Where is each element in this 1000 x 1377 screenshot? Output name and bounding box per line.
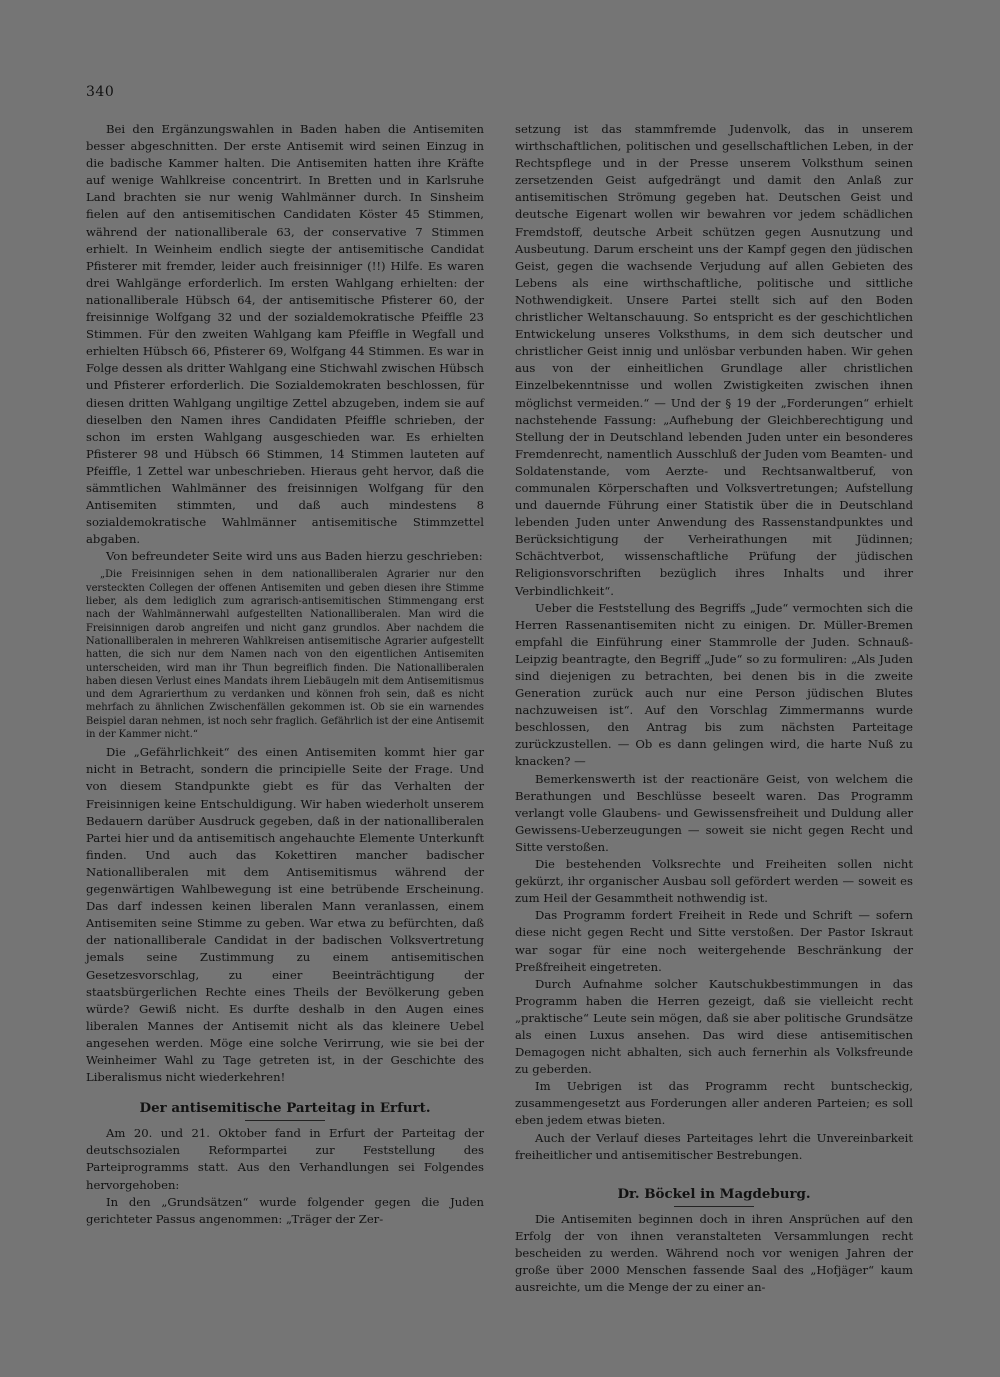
left-column	[86, 121, 484, 1228]
paragraph-baden-elections: Bei den Ergänzungswahlen in Baden haben die Antisemiten besser abgeschnitten. Der erste Antisemit wird seinen Einzug in die badische Kammer halten. Die Antisemiten hatten ihre Kräfte auf wenige Wahlkreise concentrirt. In Bretten und in Karlsruhe Land brachten sie nur wenig Wahlmänner durch. In Sinsheim fielen auf den antisemitischen Candidaten Köster 45 Stimmen, während der nationalliberale 63, der conservative 7 Stimmen erhielt. In Weinheim endlich siegte der antisemitische Candidat Pfisterer mit fremder, leider auch freisinniger (!!) Hilfe. Es waren drei Wahlgänge erforderlich. Im ersten Wahlgang erhielten: der nationalliberale Hübsch 64, der antisemitische Pfisterer 60, der freisinnige Wolfgang 32 und der sozialdemokratische Pfeiffle 23 Stimmen. Für den zweiten Wahlgang kam Pfeiffle in Wegfall und erhielten Hübsch 66, Pfisterer 69, Wolfgang 44 Stimmen. Es war in Folge dessen als dritter Wahlgang eine Stichwahl zwischen Hübsch und Pfisterer erforderlich. Die Sozialdemokraten beschlossen, für diesen dritten Wahlgang ungiltige Zettel abzugeben, indem sie auf dieselben den Namen ihres Candidaten Pfeiffle schrieben, der schon im ersten Wahlgang ausgeschieden war. Es erhielten Pfisterer 98 und Hübsch 66 Stimmen, 14 Stimmen lauteten auf Pfeiffle, 1 Zettel war unbeschrieben. Hieraus geht hervor, daß die sämmtlichen Wahlmänner des freisinnigen Wolfgang für den Antisemiten stimmten, und daß auch mindestens 8 sozialdemokratische Wahlmänner antisemitische Stimmzettel abgaben.	[86, 122, 484, 547]
quote-baden-report: „Die Freisinnigen sehen in dem nationalliberalen Agrarier nur den versteckten Collegen der offenen Antisemiten und geben diesen ihre Stimme lieber, als dem lediglich zum agrarisch-antisemitischen Stimmengang erst nach der Wahlmännerwahl aufgestellten Nationalliberalen. Man wird die Freisinnigen darob angreifen und nicht ganz grundlos. Aber nachdem die Nationalliberalen in mehreren Wahlkreisen antisemitische Agrarier aufgestellt hatten, die sich nur dem Namen nach von den eigentlichen Antisemiten unterscheiden, wird man ihr Thun begreiflich finden. Die Nationalliberalen haben diesen Verlust eines Mandats ihrem Liebäugeln mit dem Antisemitismus und dem Agrarierthum zu verdanken und können froh sein, daß es nicht mehrfach zu ähnlichen Zwischenfällen gekommen ist. Ob sie ein warnendes Beispiel daran nehmen, ist noch sehr fraglich. Gefährlich ist der eine Antisemit in der Kammer nicht.“	[86, 569, 484, 740]
heading-rule	[674, 1206, 754, 1207]
spacer	[86, 1086, 484, 1100]
paragraph-volksrechte: Die bestehenden Volksrechte und Freiheiten sollen nicht gekürzt, ihr organischer Ausbau soll gefördert werden — soweit es zum Heil der Gesammtheit nothwendig ist.	[515, 857, 913, 906]
paragraph-verlauf: Auch der Verlauf dieses Parteitages lehrt die Unvereinbarkeit freiheitlicher und antisemitischer Bestrebungen.	[515, 1130, 913, 1162]
right-column	[515, 121, 913, 1296]
article-heading-boeckel: Dr. Böckel in Magdeburg.	[617, 1185, 811, 1202]
paragraph-jude-definition: Ueber die Feststellung des Begriffs „Jude“ vermochten sich die Herren Rassenantisemiten nicht zu einigen. Dr. Müller-Bremen empfahl die Einführung einer Stammrolle der Juden. Schnauß-Leipzig beantragte, den Begriff „Jude“ so zu formuliren: „Als Juden sind diejenigen zu betrachten, bei denen bis in die zweite Generation zurück auch nur eine Person jüdischen Blutes nachzuweisen ist“. Auf den Vorschlag Zimmermanns wurde beschlossen, den Antrag bis zum nächsten Parteitage zurückzustellen. — Ob es dann gelingen wird, die harte Nuß zu knacken? —	[515, 600, 913, 769]
paragraph-pressefreiheit: Das Programm fordert Freiheit in Rede und Schrift — sofern diese nicht gegen Recht und Sitte verstoßen. Der Pastor Iskraut war sogar für eine noch weitergehende Beschränkung der Preßfreiheit eingetreten.	[515, 908, 913, 974]
paragraph-buntscheckig: Im Uebrigen ist das Programm recht buntscheckig, zusammengesetzt aus Forderungen aller anderen Parteien; es soll eben jedem etwas bieten.	[515, 1079, 913, 1128]
page-number: 340	[86, 84, 115, 100]
paragraph-kautschuk: Durch Aufnahme solcher Kautschukbestimmungen in das Programm haben die Herren gezeigt, daß sie vielleicht recht „praktische“ Leute sein mögen, daß sie aber politische Grundsätze als einen Luxus ansehen. Das wird diese antisemitischen Demagogen nicht abhalten, sich auch fernerhin als Volksfreunde zu geberden.	[515, 976, 913, 1077]
spacer	[515, 1164, 913, 1186]
article-heading-erfurt: Der antisemitische Parteitag in Erfurt.	[139, 1100, 431, 1117]
paragraph-boeckel: Die Antisemiten beginnen doch in ihren Ansprüchen auf den Erfolg der von ihnen veranstalteten Versammlungen recht bescheiden zu werden. Während noch vor wenigen Jahren der große über 2000 Menschen fassende Saal des „Hofjäger“ kaum ausreichte, um die Menge der zu einer an-	[515, 1211, 913, 1295]
paragraph-grundsaetze: In den „Grundsätzen“ wurde folgender gegen die Juden gerichteter Passus angenommen: „Träger der Zer-	[86, 1194, 484, 1226]
paragraph-baden-intro: Von befreundeter Seite wird uns aus Baden hierzu geschrieben:	[106, 549, 483, 564]
paragraph-continued: setzung ist das stammfremde Judenvolk, das in unserem wirthschaftlichen, politischen und gesellschaftlichen Leben, in der Rechtspflege und in der Presse unserem Volksthum seinen zersetzenden Geist aufgedrängt und damit den Anlaß zur antisemitischen Strömung gegeben hat. Deutschen Geist und deutsche Eigenart wollen wir bewahren vor jedem schädlichen Fremdstoff, deutsche Arbeit schützen gegen Ausnutzung und Ausbeutung. Darum erscheint uns der Kampf gegen den jüdischen Geist, gegen die wachsende Verjudung auf allen Gebieten des Lebens als eine wirthschaftliche, politische und sittliche Nothwendigkeit. Unsere Partei stellt sich auf den Boden christlicher Weltanschauung. So entspricht es der geschichtlichen Entwickelung unseres Volksthums, in dem sich deutscher und christlicher Geist innig und unlösbar verbunden haben. Wir gehen aus von der einheitlichen Grundlage aller christlichen Einzelbekenntnisse und wollen Zwistigkeiten zwischen ihnen möglichst vermeiden.“ — Und der § 19 der „Forderungen“ erhielt nachstehende Fassung: „Aufhebung der Gleichberechtigung und Stellung der in Deutschland lebenden Juden unter ein besonderes Fremdenrecht, namentlich Ausschluß der Juden vom Beamten- und Soldatenstande, vom Aerzte- und Rechtsanwaltberuf, von communalen Körperschaften und Volksvertretungen; Aufstellung und dauernde Führung einer Statistik über die in Deutschland lebenden Juden unter Anwendung des Rassenstandpunktes und Berücksichtigung der Verheirathungen mit Jüdinnen; Schächtverbot, wissenschaftliche Prüfung der jüdischen Religionsvorschriften bezüglich ihres Inhalts und ihrer Verbindlichkeit“.	[515, 122, 913, 598]
paragraph-commentary: Die „Gefährlichkeit“ des einen Antisemiten kommt hier gar nicht in Betracht, sondern die principielle Seite der Frage. Und von diesem Standpunkte giebt es für das Verhalten der Freisinnigen keine Entschuldigung. Wir haben wiederholt unserem Bedauern darüber Ausdruck gegeben, daß in der nationalliberalen Partei hier und da antisemitisch angehauchte Elemente Unterkunft finden. Und auch das Kokettiren mancher badischer Nationalliberalen mit dem Antisemitismus während der gegenwärtigen Wahlbewegung ist eine betrübende Erscheinung. Das darf indessen keinen liberalen Mann veranlassen, einem Antisemiten seine Stimme zu geben. War etwa zu befürchten, daß der nationalliberale Candidat in der badischen Volksvertretung jemals seine Zustimmung zu einem antisemitischen Gesetzesvorschlag, zu einer Beeinträchtigung der staatsbürgerlichen Rechte eines Theils der Bevölkerung geben würde? Gewiß nicht. Es durfte deshalb in den Augen eines liberalen Mannes der Antisemit nicht als das kleinere Uebel angesehen werden. Möge eine solche Verirrung, wie sie bei der Weinheimer Wahl zu Tage getreten ist, in der Geschichte des Liberalismus nicht wiederkehren!	[86, 745, 484, 1085]
paragraph-reactionary: Bemerkenswerth ist der reactionäre Geist, von welchem die Berathungen und Beschlüsse beseelt waren. Das Programm verlangt volle Glaubens- und Gewissensfreiheit und Duldung aller Gewissens-Ueberzeugungen — soweit sie nicht gegen Recht und Sitte verstoßen.	[515, 771, 913, 854]
paragraph-erfurt-intro: Am 20. und 21. Oktober fand in Erfurt der Parteitag der deutschsozialen Reformpartei zur Feststellung des Parteiprogramms statt. Aus den Verhandlungen sei Folgendes hervorgehoben:	[86, 1126, 484, 1192]
heading-rule	[245, 1120, 325, 1121]
